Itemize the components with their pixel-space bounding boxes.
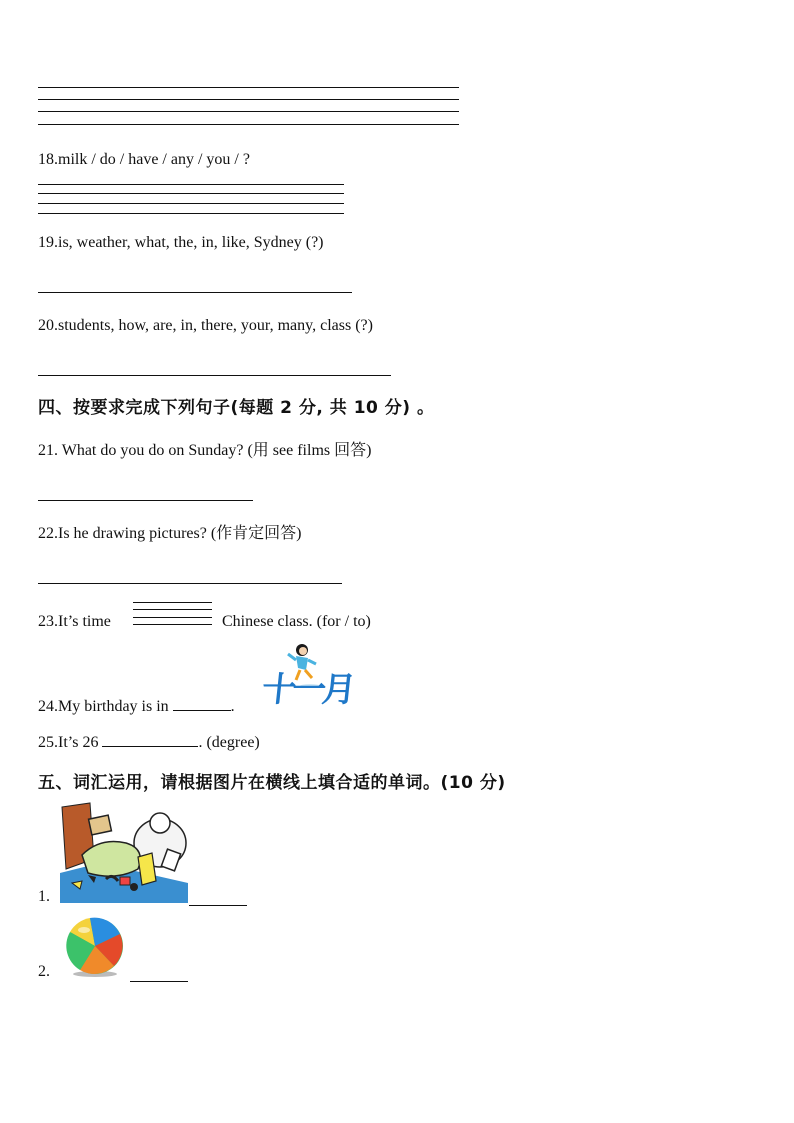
answer-line[interactable] <box>133 617 212 618</box>
answer-line[interactable] <box>38 111 459 112</box>
answer-line[interactable] <box>133 624 212 625</box>
question-23-prefix: 23.It’s time <box>38 613 111 630</box>
section-5-heading: 五、词汇运用，请根据图片在横线上填合适的单词。(10 分) <box>38 773 506 793</box>
question-19: 19.is, weather, what, the, in, like, Sydney (?) <box>38 234 324 251</box>
question-25-suffix: . (degree) <box>198 734 260 751</box>
question-21: 21. What do you do on Sunday? (用 see films 回答) <box>38 442 372 459</box>
answer-line[interactable] <box>38 87 459 88</box>
answer-line[interactable] <box>133 602 212 603</box>
answer-line[interactable] <box>38 375 391 376</box>
question-20: 20.students, how, are, in, there, your, many, class (?) <box>38 317 373 334</box>
vocab-2-number: 2. <box>38 963 50 980</box>
answer-line[interactable] <box>130 981 188 982</box>
beach-ball-icon <box>62 916 128 978</box>
question-25-prefix: 25.It’s 26 <box>38 734 99 751</box>
answer-line[interactable] <box>38 184 344 185</box>
question-18: 18.milk / do / have / any / you / ? <box>38 151 250 168</box>
answer-line[interactable] <box>38 500 253 501</box>
answer-line[interactable] <box>38 124 459 125</box>
answer-line[interactable] <box>38 292 352 293</box>
question-23-suffix: Chinese class. (for / to) <box>222 613 371 630</box>
messy-room-icon <box>60 803 188 903</box>
messy-room-picture <box>60 803 188 903</box>
answer-blank[interactable] <box>173 696 231 711</box>
answer-line[interactable] <box>189 905 247 906</box>
answer-line[interactable] <box>38 193 344 194</box>
answer-line[interactable] <box>38 203 344 204</box>
beach-ball-picture <box>62 916 128 978</box>
november-text: 十一月 <box>259 670 355 710</box>
vocab-1-number: 1. <box>38 888 50 905</box>
question-22: 22.Is he drawing pictures? (作肯定回答) <box>38 525 302 542</box>
question-25 <box>38 732 260 753</box>
answer-line[interactable] <box>38 213 344 214</box>
november-picture <box>259 640 358 712</box>
question-24 <box>38 696 235 717</box>
answer-blank[interactable] <box>102 732 198 747</box>
answer-line[interactable] <box>133 609 212 610</box>
answer-line[interactable] <box>38 99 459 100</box>
question-24-prefix: 24.My birthday is in <box>38 698 169 715</box>
question-24-suffix: . <box>230 698 235 715</box>
answer-line[interactable] <box>38 583 342 584</box>
section-4-heading: 四、按要求完成下列句子(每题 2 分, 共 10 分) 。 <box>38 398 435 418</box>
